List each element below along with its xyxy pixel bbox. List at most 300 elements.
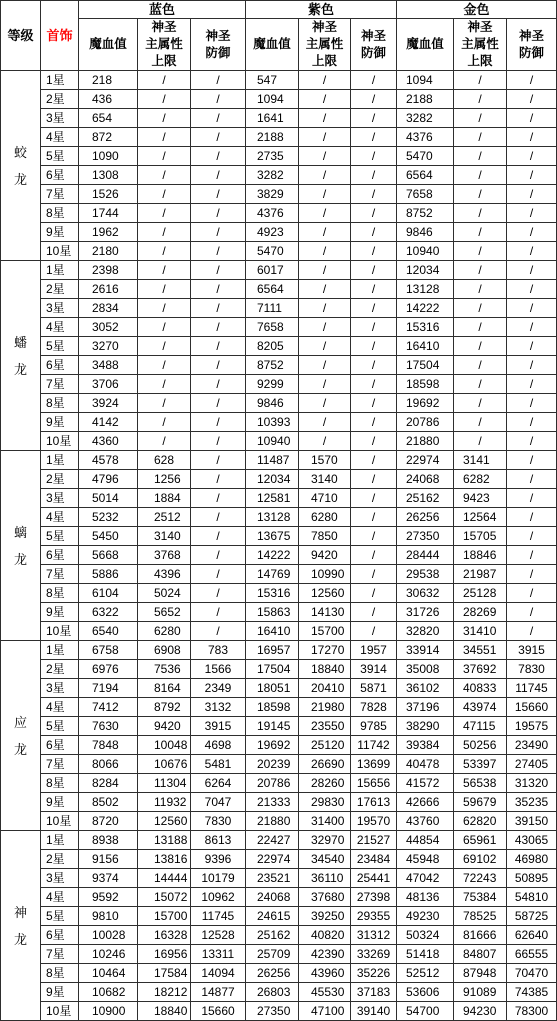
purple-hp-cell: 26256 [246, 964, 298, 982]
blue-defense-cell: 5481 [191, 755, 245, 773]
star-level-cell: 4星 [41, 698, 78, 716]
purple-defense-cell: 37183 [351, 983, 396, 1001]
blue-attr-cap-cell: 7536 [138, 660, 190, 678]
gold-hp-cell: 48136 [397, 888, 453, 906]
blue-defense-cell: 9396 [191, 850, 245, 868]
blue-attr-cap-cell: 18840 [138, 1002, 190, 1020]
blue-defense-cell: / [191, 185, 245, 203]
purple-defense-cell: 39140 [351, 1002, 396, 1020]
blue-hp-cell: 654 [79, 109, 137, 127]
blue-hp-cell: 9374 [79, 869, 137, 887]
blue-attr-cap-cell: 8164 [138, 679, 190, 697]
gold-defense-cell: / [507, 527, 556, 545]
star-level-cell: 5星 [41, 337, 78, 355]
gold-hp-cell: 36102 [397, 679, 453, 697]
star-level-cell: 10星 [41, 622, 78, 640]
gold-defense-cell: 19575 [507, 717, 556, 735]
blue-defense-cell: 6264 [191, 774, 245, 792]
purple-attr-cap-cell: 37680 [299, 888, 350, 906]
blue-hp-cell: 8938 [79, 831, 137, 849]
gold-attr-cap-cell: / [454, 432, 506, 450]
gold-defense-cell: 7830 [507, 660, 556, 678]
blue-attr-cap-cell: 10676 [138, 755, 190, 773]
star-level-cell: 9星 [41, 983, 78, 1001]
gold-hp-cell: 6564 [397, 166, 453, 184]
gold-hp-cell: 24068 [397, 470, 453, 488]
purple-attr-cap-cell: 10990 [299, 565, 350, 583]
purple-hp-cell: 24068 [246, 888, 298, 906]
gold-hp-cell: 14222 [397, 299, 453, 317]
gold-hp-cell: 7658 [397, 185, 453, 203]
purple-defense-cell: 1957 [351, 641, 396, 659]
star-level-cell: 3星 [41, 109, 78, 127]
purple-hp-cell: 2188 [246, 128, 298, 146]
gold-attr-cap-cell: 56538 [454, 774, 506, 792]
blue-attr-cap-cell: 5024 [138, 584, 190, 602]
purple-attr-cap-cell: / [299, 90, 350, 108]
purple-defense-cell: / [351, 71, 396, 89]
gold-hp-cell: 30632 [397, 584, 453, 602]
blue-attr-cap-cell: / [138, 375, 190, 393]
blue-defense-cell: 11745 [191, 907, 245, 925]
gold-defense-cell: / [507, 603, 556, 621]
purple-attr-cap-cell: / [299, 337, 350, 355]
blue-hp-cell: 6976 [79, 660, 137, 678]
blue-hp-cell: 872 [79, 128, 137, 146]
purple-attr-cap-cell: 25120 [299, 736, 350, 754]
purple-hp-cell: 6564 [246, 280, 298, 298]
gold-defense-cell: / [507, 337, 556, 355]
blue-attr-cap-cell: 16328 [138, 926, 190, 944]
purple-hp-cell: 19145 [246, 717, 298, 735]
purple-defense-cell: 29355 [351, 907, 396, 925]
purple-hp-cell: 14222 [246, 546, 298, 564]
purple-hp-cell: 11487 [246, 451, 298, 469]
star-level-cell: 3星 [41, 299, 78, 317]
purple-hp-cell: 21333 [246, 793, 298, 811]
tier-header-purple: 紫色 [246, 1, 396, 18]
purple-defense-cell: / [351, 356, 396, 374]
gold-defense-cell: / [507, 318, 556, 336]
purple-hp-cell: 14769 [246, 565, 298, 583]
purple-hp-cell: 22974 [246, 850, 298, 868]
blue-defense-cell: 13311 [191, 945, 245, 963]
blue-attr-cap-cell: 3140 [138, 527, 190, 545]
purple-attr-cap-cell: 47100 [299, 1002, 350, 1020]
purple-attr-cap-cell: 1570 [299, 451, 350, 469]
gold-defense-cell: 39150 [507, 812, 556, 830]
star-level-cell: 7星 [41, 755, 78, 773]
purple-defense-cell: / [351, 90, 396, 108]
gold-attr-cap-cell: 65961 [454, 831, 506, 849]
purple-defense-cell: / [351, 280, 396, 298]
purple-defense-cell: / [351, 318, 396, 336]
purple-hp-cell: 15863 [246, 603, 298, 621]
purple-attr-cap-cell: 42390 [299, 945, 350, 963]
blue-attr-cap-cell: / [138, 166, 190, 184]
purple-defense-cell: 5871 [351, 679, 396, 697]
blue-hp-cell: 5668 [79, 546, 137, 564]
purple-defense-cell: 3914 [351, 660, 396, 678]
purple-attr-cap-cell: 12560 [299, 584, 350, 602]
purple-defense-cell: / [351, 185, 396, 203]
gold-defense-cell: / [507, 261, 556, 279]
gold-attr-cap-cell: 59679 [454, 793, 506, 811]
blue-attr-cap-cell: 12560 [138, 812, 190, 830]
blue-attr-cap-cell: 18212 [138, 983, 190, 1001]
star-level-cell: 1星 [41, 641, 78, 659]
blue-defense-cell: / [191, 204, 245, 222]
gold-attr-cap-cell: 72243 [454, 869, 506, 887]
gold-hp-cell: 42666 [397, 793, 453, 811]
purple-attr-cap-cell: / [299, 128, 350, 146]
blue-hp-cell: 2180 [79, 242, 137, 260]
gold-attr-cap-cell: / [454, 166, 506, 184]
purple-attr-cap-cell: 4710 [299, 489, 350, 507]
gold-defense-cell: / [507, 622, 556, 640]
star-level-cell: 10星 [41, 242, 78, 260]
blue-defense-cell: 7047 [191, 793, 245, 811]
gold-hp-cell: 9846 [397, 223, 453, 241]
gold-defense-cell: / [507, 299, 556, 317]
star-level-cell: 5星 [41, 907, 78, 925]
gold-attr-cap-cell: / [454, 204, 506, 222]
purple-attr-cap-cell: / [299, 280, 350, 298]
gold-attr-cap-cell: 78525 [454, 907, 506, 925]
blue-attr-cap-cell: / [138, 413, 190, 431]
purple-attr-cap-cell: / [299, 356, 350, 374]
purple-defense-cell: 27398 [351, 888, 396, 906]
blue-defense-cell: / [191, 375, 245, 393]
blue-attr-cap-cell: 2512 [138, 508, 190, 526]
gold-attr-cap-cell: / [454, 261, 506, 279]
blue-defense-cell: / [191, 337, 245, 355]
dragon-tier-cell [1, 71, 40, 260]
blue-hp-cell: 6540 [79, 622, 137, 640]
star-level-cell: 6星 [41, 926, 78, 944]
purple-attr-cap-cell: 14130 [299, 603, 350, 621]
purple-attr-cap-cell: 36110 [299, 869, 350, 887]
gold-attr-cap-cell: 50256 [454, 736, 506, 754]
blue-hp-cell: 10028 [79, 926, 137, 944]
purple-attr-cap-cell: 32970 [299, 831, 350, 849]
purple-hp-cell: 547 [246, 71, 298, 89]
blue-hp-cell: 1526 [79, 185, 137, 203]
gold-attr-cap-cell: 28269 [454, 603, 506, 621]
gold-defense-cell: 74385 [507, 983, 556, 1001]
blue-defense-cell: 1566 [191, 660, 245, 678]
gold-hp-cell: 38290 [397, 717, 453, 735]
gold-hp-cell: 39384 [397, 736, 453, 754]
star-level-cell: 7星 [41, 375, 78, 393]
purple-defense-cell: / [351, 242, 396, 260]
star-level-cell: 8星 [41, 964, 78, 982]
star-level-cell: 8星 [41, 204, 78, 222]
gold-defense-cell: / [507, 451, 556, 469]
gold-defense-cell: 11745 [507, 679, 556, 697]
purple-attr-cap-cell: 21980 [299, 698, 350, 716]
star-level-cell: 6星 [41, 356, 78, 374]
blue-defense-cell: 3132 [191, 698, 245, 716]
purple-defense-cell: / [351, 109, 396, 127]
star-level-cell: 2星 [41, 850, 78, 868]
purple-defense-cell: 13699 [351, 755, 396, 773]
gold-defense-cell: / [507, 470, 556, 488]
gold-attr-cap-cell: 81666 [454, 926, 506, 944]
blue-attr-cap-cell: 6908 [138, 641, 190, 659]
dragon-tier-label: 神龙 [13, 904, 27, 947]
purple-defense-cell: 23484 [351, 850, 396, 868]
gold-hp-cell: 52512 [397, 964, 453, 982]
blue-defense-cell: / [191, 128, 245, 146]
gold-attr-cap-cell: / [454, 90, 506, 108]
purple-defense-cell: / [351, 508, 396, 526]
purple-defense-cell: / [351, 166, 396, 184]
blue-attr-cap-cell: 4396 [138, 565, 190, 583]
blue-hp-cell: 7412 [79, 698, 137, 716]
gold-attr-cap-cell: / [454, 147, 506, 165]
star-level-cell: 2星 [41, 280, 78, 298]
gold-defense-cell: / [507, 356, 556, 374]
gold-hp-cell: 47042 [397, 869, 453, 887]
blue-attr-cap-cell: / [138, 109, 190, 127]
column-header-blue-hp: 魔血值 [79, 19, 137, 70]
purple-attr-cap-cell: / [299, 394, 350, 412]
gold-attr-cap-cell: / [454, 318, 506, 336]
purple-defense-cell: 21527 [351, 831, 396, 849]
gold-defense-cell: / [507, 280, 556, 298]
gold-hp-cell: 28444 [397, 546, 453, 564]
purple-attr-cap-cell: / [299, 109, 350, 127]
purple-hp-cell: 9299 [246, 375, 298, 393]
gold-attr-cap-cell: 25128 [454, 584, 506, 602]
gold-hp-cell: 43760 [397, 812, 453, 830]
star-level-cell: 4星 [41, 888, 78, 906]
gold-defense-cell: 15660 [507, 698, 556, 716]
blue-attr-cap-cell: / [138, 204, 190, 222]
purple-defense-cell: / [351, 622, 396, 640]
blue-attr-cap-cell: / [138, 223, 190, 241]
blue-hp-cell: 3052 [79, 318, 137, 336]
purple-hp-cell: 1094 [246, 90, 298, 108]
gold-defense-cell: / [507, 147, 556, 165]
purple-attr-cap-cell: 29830 [299, 793, 350, 811]
purple-defense-cell: / [351, 584, 396, 602]
blue-hp-cell: 2834 [79, 299, 137, 317]
purple-attr-cap-cell: / [299, 432, 350, 450]
purple-hp-cell: 19692 [246, 736, 298, 754]
gold-defense-cell: / [507, 565, 556, 583]
blue-hp-cell: 9156 [79, 850, 137, 868]
blue-defense-cell: 14094 [191, 964, 245, 982]
purple-defense-cell: 15656 [351, 774, 396, 792]
purple-attr-cap-cell: 3140 [299, 470, 350, 488]
purple-defense-cell: / [351, 337, 396, 355]
dragon-tier-label: 应龙 [13, 714, 27, 757]
column-header-purple-attr-cap: 神圣 主属性 上限 [299, 19, 350, 70]
purple-hp-cell: 18051 [246, 679, 298, 697]
blue-hp-cell: 4360 [79, 432, 137, 450]
purple-attr-cap-cell: 15700 [299, 622, 350, 640]
blue-attr-cap-cell: 5652 [138, 603, 190, 621]
purple-attr-cap-cell: 39250 [299, 907, 350, 925]
purple-hp-cell: 20239 [246, 755, 298, 773]
purple-attr-cap-cell: 28260 [299, 774, 350, 792]
gold-defense-cell: 3915 [507, 641, 556, 659]
star-level-cell: 1星 [41, 451, 78, 469]
gold-attr-cap-cell: / [454, 413, 506, 431]
gold-defense-cell: / [507, 109, 556, 127]
gold-defense-cell: / [507, 546, 556, 564]
blue-defense-cell: / [191, 508, 245, 526]
star-level-cell: 8星 [41, 774, 78, 792]
gold-attr-cap-cell: / [454, 71, 506, 89]
purple-hp-cell: 26803 [246, 983, 298, 1001]
purple-attr-cap-cell: 7850 [299, 527, 350, 545]
blue-defense-cell: / [191, 527, 245, 545]
gold-defense-cell: / [507, 90, 556, 108]
blue-hp-cell: 5886 [79, 565, 137, 583]
gold-hp-cell: 10940 [397, 242, 453, 260]
gold-hp-cell: 22974 [397, 451, 453, 469]
purple-attr-cap-cell: 20410 [299, 679, 350, 697]
gold-defense-cell: 54810 [507, 888, 556, 906]
gold-hp-cell: 45948 [397, 850, 453, 868]
purple-defense-cell: / [351, 375, 396, 393]
purple-hp-cell: 21880 [246, 812, 298, 830]
gold-attr-cap-cell: 69102 [454, 850, 506, 868]
gold-defense-cell: 70470 [507, 964, 556, 982]
gold-attr-cap-cell: 12564 [454, 508, 506, 526]
gold-attr-cap-cell: 21987 [454, 565, 506, 583]
blue-hp-cell: 10246 [79, 945, 137, 963]
purple-attr-cap-cell: 34540 [299, 850, 350, 868]
blue-defense-cell: / [191, 584, 245, 602]
purple-hp-cell: 15316 [246, 584, 298, 602]
gold-hp-cell: 16410 [397, 337, 453, 355]
blue-attr-cap-cell: / [138, 128, 190, 146]
blue-defense-cell: / [191, 242, 245, 260]
star-level-cell: 5星 [41, 717, 78, 735]
purple-hp-cell: 8752 [246, 356, 298, 374]
gold-attr-cap-cell: / [454, 185, 506, 203]
purple-attr-cap-cell: 17270 [299, 641, 350, 659]
gold-defense-cell: / [507, 166, 556, 184]
blue-defense-cell: 2349 [191, 679, 245, 697]
blue-attr-cap-cell: 9420 [138, 717, 190, 735]
blue-defense-cell: 12528 [191, 926, 245, 944]
dragon-tier-label: 蟠龙 [13, 334, 27, 377]
purple-hp-cell: 24615 [246, 907, 298, 925]
purple-attr-cap-cell: / [299, 318, 350, 336]
purple-defense-cell: / [351, 603, 396, 621]
blue-hp-cell: 10900 [79, 1002, 137, 1020]
blue-attr-cap-cell: / [138, 337, 190, 355]
star-level-cell: 1星 [41, 71, 78, 89]
gold-hp-cell: 32820 [397, 622, 453, 640]
blue-hp-cell: 2398 [79, 261, 137, 279]
blue-defense-cell: 15660 [191, 1002, 245, 1020]
purple-hp-cell: 2735 [246, 147, 298, 165]
gold-defense-cell: 58725 [507, 907, 556, 925]
blue-hp-cell: 8502 [79, 793, 137, 811]
gold-defense-cell: / [507, 204, 556, 222]
blue-hp-cell: 6758 [79, 641, 137, 659]
gold-defense-cell: / [507, 508, 556, 526]
blue-hp-cell: 6322 [79, 603, 137, 621]
purple-defense-cell: / [351, 527, 396, 545]
blue-attr-cap-cell: 13188 [138, 831, 190, 849]
purple-attr-cap-cell: 43960 [299, 964, 350, 982]
blue-hp-cell: 1962 [79, 223, 137, 241]
purple-attr-cap-cell: / [299, 166, 350, 184]
purple-attr-cap-cell: 31400 [299, 812, 350, 830]
star-level-cell: 10星 [41, 812, 78, 830]
gold-hp-cell: 33914 [397, 641, 453, 659]
purple-defense-cell: 33269 [351, 945, 396, 963]
dragon-tier-cell [1, 641, 40, 830]
blue-defense-cell: / [191, 280, 245, 298]
blue-hp-cell: 1308 [79, 166, 137, 184]
purple-defense-cell: / [351, 128, 396, 146]
blue-hp-cell: 1744 [79, 204, 137, 222]
gold-defense-cell: / [507, 185, 556, 203]
gold-hp-cell: 37196 [397, 698, 453, 716]
gold-hp-cell: 54700 [397, 1002, 453, 1020]
gold-defense-cell: / [507, 584, 556, 602]
purple-defense-cell: / [351, 394, 396, 412]
gold-attr-cap-cell: 43974 [454, 698, 506, 716]
purple-defense-cell: 31312 [351, 926, 396, 944]
blue-hp-cell: 3488 [79, 356, 137, 374]
blue-defense-cell: / [191, 223, 245, 241]
purple-hp-cell: 3282 [246, 166, 298, 184]
gold-hp-cell: 21880 [397, 432, 453, 450]
blue-hp-cell: 7848 [79, 736, 137, 754]
purple-hp-cell: 20786 [246, 774, 298, 792]
gold-defense-cell: / [507, 413, 556, 431]
star-level-cell: 2星 [41, 90, 78, 108]
purple-attr-cap-cell: 6280 [299, 508, 350, 526]
star-level-cell: 3星 [41, 679, 78, 697]
column-header-purple-hp: 魔血值 [246, 19, 298, 70]
star-level-cell: 9星 [41, 793, 78, 811]
gold-defense-cell: 50895 [507, 869, 556, 887]
purple-attr-cap-cell: / [299, 375, 350, 393]
accessory-header: 首饰 [41, 1, 78, 70]
star-level-cell: 8星 [41, 584, 78, 602]
blue-hp-cell: 8066 [79, 755, 137, 773]
gold-attr-cap-cell: / [454, 242, 506, 260]
dragon-tier-cell [1, 261, 40, 450]
gold-defense-cell: / [507, 71, 556, 89]
gold-attr-cap-cell: / [454, 394, 506, 412]
purple-defense-cell: 17613 [351, 793, 396, 811]
gold-hp-cell: 4376 [397, 128, 453, 146]
blue-attr-cap-cell: 10048 [138, 736, 190, 754]
blue-defense-cell: 3915 [191, 717, 245, 735]
blue-defense-cell: / [191, 147, 245, 165]
gold-defense-cell: / [507, 375, 556, 393]
blue-hp-cell: 5014 [79, 489, 137, 507]
purple-hp-cell: 3829 [246, 185, 298, 203]
blue-defense-cell: 10962 [191, 888, 245, 906]
gold-defense-cell: / [507, 394, 556, 412]
gold-hp-cell: 27350 [397, 527, 453, 545]
gold-hp-cell: 13128 [397, 280, 453, 298]
star-level-cell: 5星 [41, 147, 78, 165]
blue-attr-cap-cell: 11932 [138, 793, 190, 811]
